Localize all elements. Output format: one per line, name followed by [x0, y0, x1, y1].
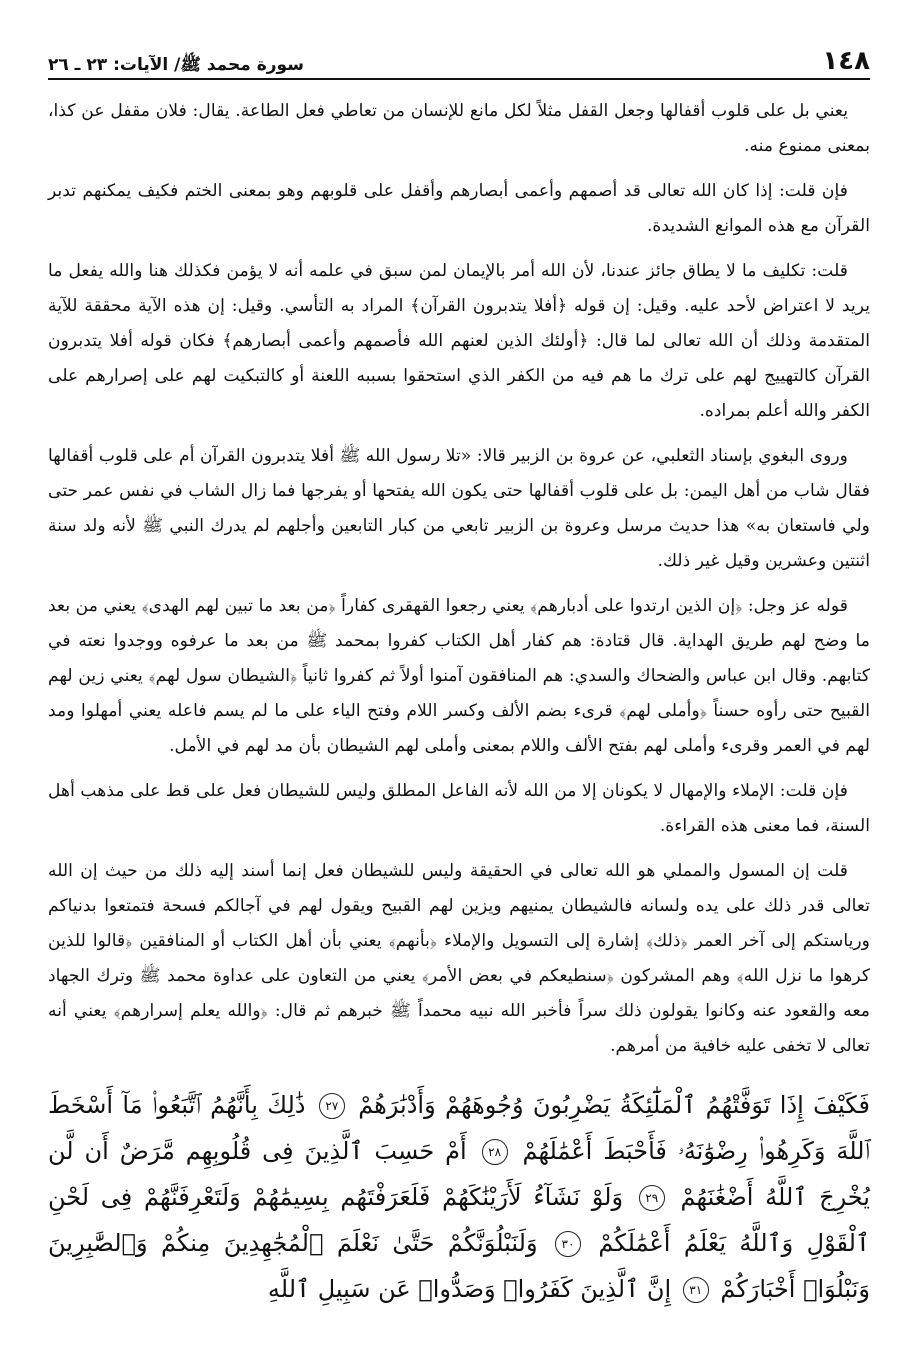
page [48, 40, 870, 1350]
ayah-number-marker: ٢٨ [482, 1139, 508, 1165]
verse-text: وَلَنَبْلُوَنَّكُمْ حَتَّىٰ نَعْلَمَ ٱلْمُجَٰهِدِينَ مِنكُمْ وَٱلصَّٰبِرِينَ وَنَبْلُوَا۟ أَخْبَارَكُمْ [48, 1229, 870, 1303]
paragraph: قلت إن المسول والمملي هو الله تعالى في الحقيقة وليس للشيطان فعل إنما أسند إليه ذلك من حيث إن الله تعالى قدر ذلك على يده ولسانه فالشيطان يمنيهم ويزين لهم القبيح ويقول لهم في آجالكم فسحة فتمتعوا بدنياكم ورياستكم إلى آخر العمر ﴿ذلك﴾ إشارة إلى التسويل والإملاء ﴿بأنهم﴾ يعني بأن أهل الكتاب أو المنافقين ﴿قالوا للذين كرهوا ما نزل الله﴾ وهم المشركون ﴿سنطيعكم في بعض الأمر﴾ يعني من التعاون على عداوة محمد ﷺ وترك الجهاد معه والقعود عنه وكانوا يقولون ذلك سراً فأخبر الله نبيه محمداً ﷺ خبرهم ثم قال: ﴿والله يعلم إسرارهم﴾ يعني أنه تعالى لا تخفى عليه خافية من أمرهم. [48, 861, 870, 1056]
paragraph: فإن قلت: إذا كان الله تعالى قد أصمهم وأعمى أبصارهم وأقفل على قلوبهم وهو بمعنى الختم فكيف يمكنهم تدبر القرآن مع هذه الموانع الشديدة. [48, 181, 870, 236]
verse-text: فَكَيْفَ إِذَا تَوَفَّتْهُمُ ٱلْمَلَٰٓئِكَةُ يَضْرِبُونَ وُجُوهَهُمْ وَأَدْبَٰرَهُمْ [358, 1091, 870, 1119]
verse-text: ذَٰلِكَ بِأَنَّهُمُ ٱتَّبَعُوا۟ مَآ أَسْخَطَ ٱللَّهَ وَكَرِهُوا۟ رِضْوَٰنَهُۥ فَأَحْبَطَ أَعْمَٰلَهُمْ [48, 1091, 870, 1165]
verse-text: وَلَوْ نَشَآءُ لَأَرَيْنَٰكَهُمْ فَلَعَرَفْتَهُم بِسِيمَٰهُمْ وَلَتَعْرِفَنَّهُمْ فِى لَحْنِ ٱلْقَوْلِ وَٱللَّهُ يَعْلَمُ أَعْمَٰلَكُمْ [48, 1183, 870, 1257]
ayah-number-marker: ٣٠ [555, 1231, 581, 1257]
paragraph: فإن قلت: الإملاء والإمهال لا يكونان إلا من الله لأنه الفاعل المطلق وليس للشيطان فعل على قط على مذهب أهل السنة، فما معنى هذه القراءة. [48, 781, 870, 836]
commentary-body [48, 94, 870, 1064]
page-number: ١٤٨ [822, 46, 870, 76]
paragraph: يعني بل على قلوب أقفالها وجعل القفل مثلاً لكل مانع للإنسان من تعاطي فعل الطاعة. يقال: فلان مقفل عن كذا، بمعنى ممنوع منه. [48, 101, 870, 156]
verse-text: إِنَّ ٱلَّذِينَ كَفَرُوا۟ وَصَدُّوا۟ عَن سَبِيلِ ٱللَّهِ [267, 1275, 672, 1303]
page-header [48, 40, 870, 80]
quran-verses [48, 1082, 870, 1312]
running-title: سورة محمد ﷺ/ الآيات: ٢٣ ـ ٢٦ [48, 55, 304, 75]
paragraph: قلت: تكليف ما لا يطاق جائز عندنا، لأن الله أمر بالإيمان لمن سبق في علمه أنه لا يؤمن فكذلك هنا والله يفعل ما يريد لا اعتراض لأحد عليه. وقيل: إن قوله ﴿أفلا يتدبرون القرآن﴾ المراد به التأسي. وقيل: إن هذه الآية محققة للآية المتقدمة وذلك أن الله تعالى لما قال: ﴿أولئك الذين لعنهم الله فأصمهم وأعمى أبصارهم﴾ فكان قوله أفلا يتدبرون القرآن كالتهييج لهم على ترك ما هم فيه من الكفر الذي استحقوا بسببه اللعنة أو كالتبكيت لهم على إصرارهم على الكفر والله أعلم بمراده. [48, 261, 870, 421]
ayah-number-marker: ٢٩ [639, 1185, 665, 1211]
paragraph: وروى البغوي بإسناد الثعلبي، عن عروة بن الزبير قالا: «تلا رسول الله ﷺ أفلا يتدبرون القرآن أم على قلوب أقفالها فقال شاب من أهل اليمن: بل على قلوب أقفالها حتى يكون الله يفتحها أو يفرجها فما زال الشاب في نفس عمر حتى ولي فاستعان به» هذا حديث مرسل وعروة بن الزبير تابعي من كبار التابعين وأجلهم لم يدرك النبي ﷺ لأنه ولد سنة اثنتين وعشرين وقيل غير ذلك. [48, 446, 870, 571]
ayah-number-marker: ٣١ [683, 1277, 709, 1303]
paragraph: قوله عز وجل: ﴿إن الذين ارتدوا على أدبارهم﴾ يعني رجعوا القهقرى كفاراً ﴿من بعد ما تبين لهم الهدى﴾ يعني من بعد ما وضح لهم طريق الهداية. قال قتادة: هم كفار أهل الكتاب كفروا بمحمد ﷺ من بعد ما عرفوه ووجدوا نعته في كتابهم. وقال ابن عباس والضحاك والسدي: هم المنافقون آمنوا أولاً ثم كفروا ثانياً ﴿الشيطان سول لهم﴾ يعني زين لهم القبيح حتى رأوه حسناً ﴿وأملى لهم﴾ قرىء بضم الألف وكسر اللام وفتح الياء على ما لم يسم فاعله يعني أمهلوا ومد لهم في العمر وقرىء وأملى لهم بفتح الألف واللام بمعنى وأملى لهم الشيطان بأن مد لهم في الأمل. [48, 596, 870, 756]
ayah-number-marker: ٢٧ [319, 1093, 345, 1119]
verse-text: أَمْ حَسِبَ ٱلَّذِينَ فِى قُلُوبِهِم مَّرَضٌ أَن لَّن يُخْرِجَ ٱللَّهُ أَضْغَٰنَهُمْ [48, 1137, 870, 1211]
